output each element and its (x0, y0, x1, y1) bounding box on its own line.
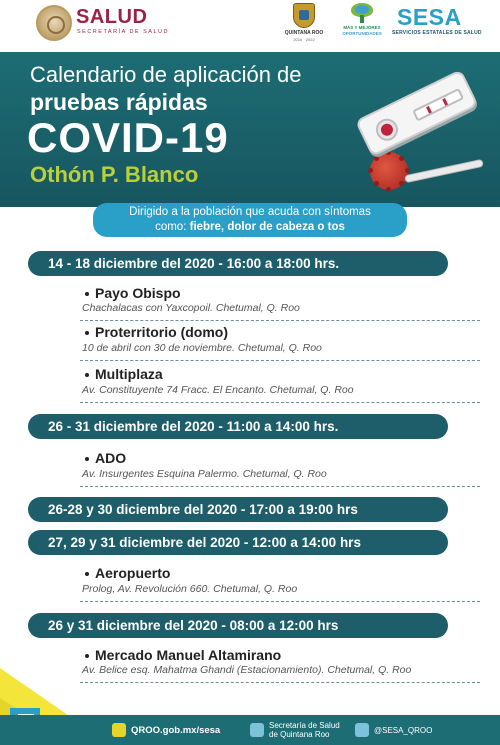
schedule-date-bar: 27, 29 y 31 diciembre del 2020 - 12:00 a 14:00 hrs (28, 530, 448, 555)
location-name: Proterritorio (domo) (85, 324, 228, 340)
bullet-icon (85, 331, 89, 335)
location-address: Av. Constituyente 74 Fracc. El Encanto. Chetumal, Q. Roo (82, 384, 354, 396)
bullet-icon (85, 654, 89, 658)
mas-y-mejores-line1: MÁS Y MEJORES (343, 25, 381, 30)
twitter-icon (355, 723, 369, 737)
salud-seal-icon (36, 5, 72, 41)
schedule-date-bar: 14 - 18 diciembre del 2020 - 16:00 a 18:00 hrs. (28, 251, 448, 276)
footer-facebook[interactable] (250, 715, 340, 745)
salud-logo-subtitle: SECRETARÍA DE SALUD (77, 29, 169, 35)
sesa-logo-text: SESA (397, 4, 462, 30)
schedule-date-bar: 26-28 y 30 diciembre del 2020 - 17:00 a 19:00 hrs (28, 497, 448, 522)
footer (0, 715, 500, 745)
footer-website[interactable]: QROO.gob.mx/sesa (112, 715, 220, 745)
shield-icon (293, 3, 315, 28)
test-kit-icon (355, 69, 487, 175)
location-address: 10 de abril con 30 de noviembre. Chetumal, Q. Roo (82, 342, 322, 354)
schedule-date-bar: 26 y 31 diciembre del 2020 - 08:00 a 12:00 hrs (28, 613, 448, 638)
quintana-roo-name: QUINTANA ROO (284, 30, 324, 36)
bullet-icon (85, 373, 89, 377)
location-address: Av. Belice esq. Mahatma Ghandi (Estacionamiento). Chetumal, Q. Roo (82, 664, 412, 676)
bullet-icon (85, 572, 89, 576)
info-line-2 (93, 220, 407, 235)
location-name: Mercado Manuel Altamirano (85, 647, 281, 663)
title-line-1: Calendario de aplicación de (30, 62, 302, 87)
quintana-roo-logo (283, 3, 325, 45)
location-name: Aeropuerto (85, 565, 170, 581)
info-line-1: Dirigido a la población que acuda con síntomas (129, 206, 371, 218)
info-symptoms: fiebre, dolor de cabeza o tos (189, 221, 345, 233)
header-banner (0, 52, 500, 207)
schedule-date-bar: 26 - 31 diciembre del 2020 - 11:00 a 14:00 hrs. (28, 414, 448, 439)
divider (80, 486, 480, 487)
info-line-2-prefix: como: (155, 221, 187, 233)
divider (80, 601, 480, 602)
info-banner (93, 203, 407, 237)
location-name: ADO (85, 450, 126, 466)
logo-bar (0, 0, 500, 52)
location-title: Othón P. Blanco (30, 162, 199, 187)
bullet-icon (85, 292, 89, 296)
location-address: Prolog, Av. Revolución 660. Chetumal, Q. Roo (82, 583, 298, 595)
footer-twitter[interactable]: @SESA_QROO (355, 715, 432, 745)
divider (80, 320, 480, 321)
title-covid: COVID-19 (27, 114, 229, 161)
location-address: Av. Insurgentes Esquina Palermo. Chetumal, Q. Roo (82, 468, 327, 480)
divider (80, 682, 480, 683)
mas-y-mejores-line2: OPORTUNIDADES (342, 31, 382, 36)
divider (80, 402, 480, 403)
globe-icon (112, 723, 126, 737)
facebook-icon (250, 723, 264, 737)
title-line-2: pruebas rápidas (30, 89, 208, 115)
facebook-line-2: de Quintana Roo (269, 730, 330, 739)
mas-y-mejores-logo (340, 3, 384, 45)
tree-icon (351, 3, 373, 23)
quintana-roo-years: 2016 · 2022 (293, 37, 315, 42)
divider (80, 360, 480, 361)
location-name: Multiplaza (85, 366, 163, 382)
location-address: Chachalacas con Yaxcopoil. Chetumal, Q. Roo (82, 302, 300, 314)
bullet-icon (85, 457, 89, 461)
location-name: Payo Obispo (85, 285, 181, 301)
dropper-icon (404, 159, 484, 183)
facebook-line-1: Secretaría de Salud (269, 721, 340, 730)
salud-logo-text: SALUD (76, 6, 148, 28)
sesa-logo-subtitle: SERVICIOS ESTATALES DE SALUD (392, 30, 482, 36)
